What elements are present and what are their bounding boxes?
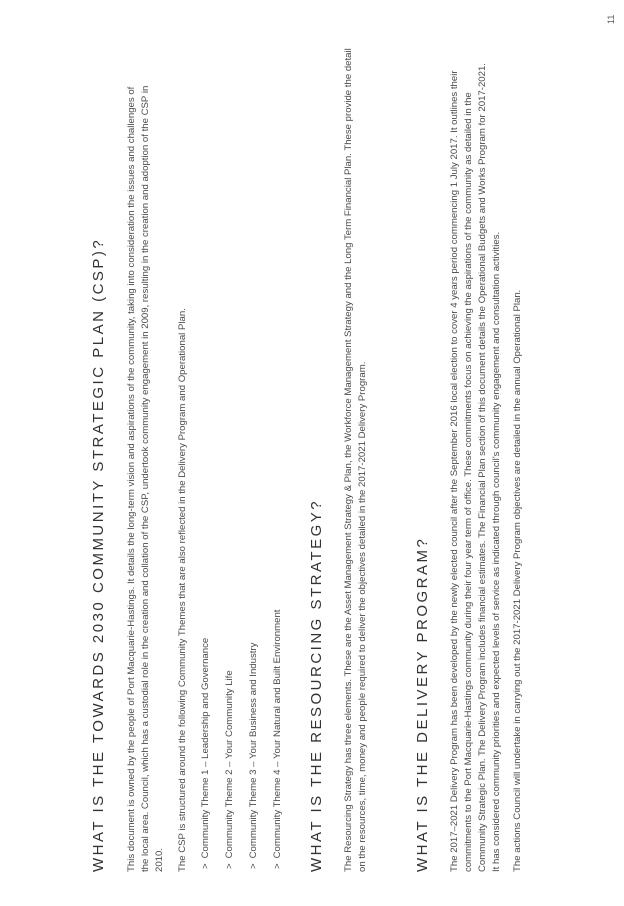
csp-section	[90, 42, 290, 872]
bullet-arrow-icon: >	[200, 863, 211, 869]
delivery-section	[414, 42, 525, 872]
csp-heading: WHAT IS THE TOWARDS 2030 COMMUNITY STRATEGIC PLAN (CSP)?	[90, 237, 107, 872]
bullet-arrow-icon: >	[248, 863, 259, 869]
delivery-paragraph-1: The 2017–2021 Delivery Program has been developed by the newly elected council after the September 2016 local election to cover 4 years period commencing 1 July 2017. It outlines their commitments to the Port Macquarie-Hastings community during their four year term of office. These commitments focus on achieving the aspirations of the community as detailed in the Community Strategic Plan. The Delivery Program includes financial estimates. The Financial Plan section of this document details the Operational Budgets and Works Program for 2017-2021. It has considered community priorities and expected levels of service as indicated through council's community engagement and consultation activities.	[449, 63, 502, 872]
rotated-page-content	[90, 14, 624, 872]
resourcing-heading: WHAT IS THE RESOURCING STRATEGY?	[308, 498, 325, 872]
bullet-arrow-icon: >	[224, 863, 235, 869]
community-theme-item: >Community Theme 4 – Your Natural and Built Environment	[272, 609, 283, 869]
page-number: 11	[606, 14, 616, 24]
delivery-heading: WHAT IS THE DELIVERY PROGRAM?	[414, 536, 431, 872]
csp-paragraph-2: The CSP is structured around the following Community Themes that are also reflected in the Delivery Program and Operational Plan.	[177, 308, 188, 872]
community-themes-list	[194, 42, 290, 872]
bullet-arrow-icon: >	[272, 863, 283, 869]
resourcing-paragraph-1: The Resourcing Strategy has three elements. These are the Asset Management Strategy & Plan, the Workforce Management Strategy and the Long Term Financial Plan. These provide the detail on the resources, time, money and people required to deliver the objectives detailed in the 2017-2021 Delivery Program.	[343, 48, 368, 872]
community-theme-item: >Community Theme 1 – Leadership and Governance	[200, 637, 211, 869]
csp-paragraph-1: This document is owned by the people of Port Macquarie-Hastings. It details the long-term vision and aspirations of the community, taking into consideration the issues and challenges of the local area. Council, which has a custodial role in the creation and collation of the CSP, undertook community engagement in 2009, resulting in the creation and adoption of the CSP in 2010.	[126, 85, 165, 872]
resourcing-section	[308, 42, 370, 872]
delivery-paragraph-2: The actions Council will undertake in carrying out the 2017-2021 Delivery Program objectives are detailed in the annual Operational Plan.	[512, 289, 523, 872]
community-theme-item: >Community Theme 3 – Your Business and Industry	[248, 642, 259, 869]
community-theme-item: >Community Theme 2 – Your Community Life	[224, 670, 235, 869]
